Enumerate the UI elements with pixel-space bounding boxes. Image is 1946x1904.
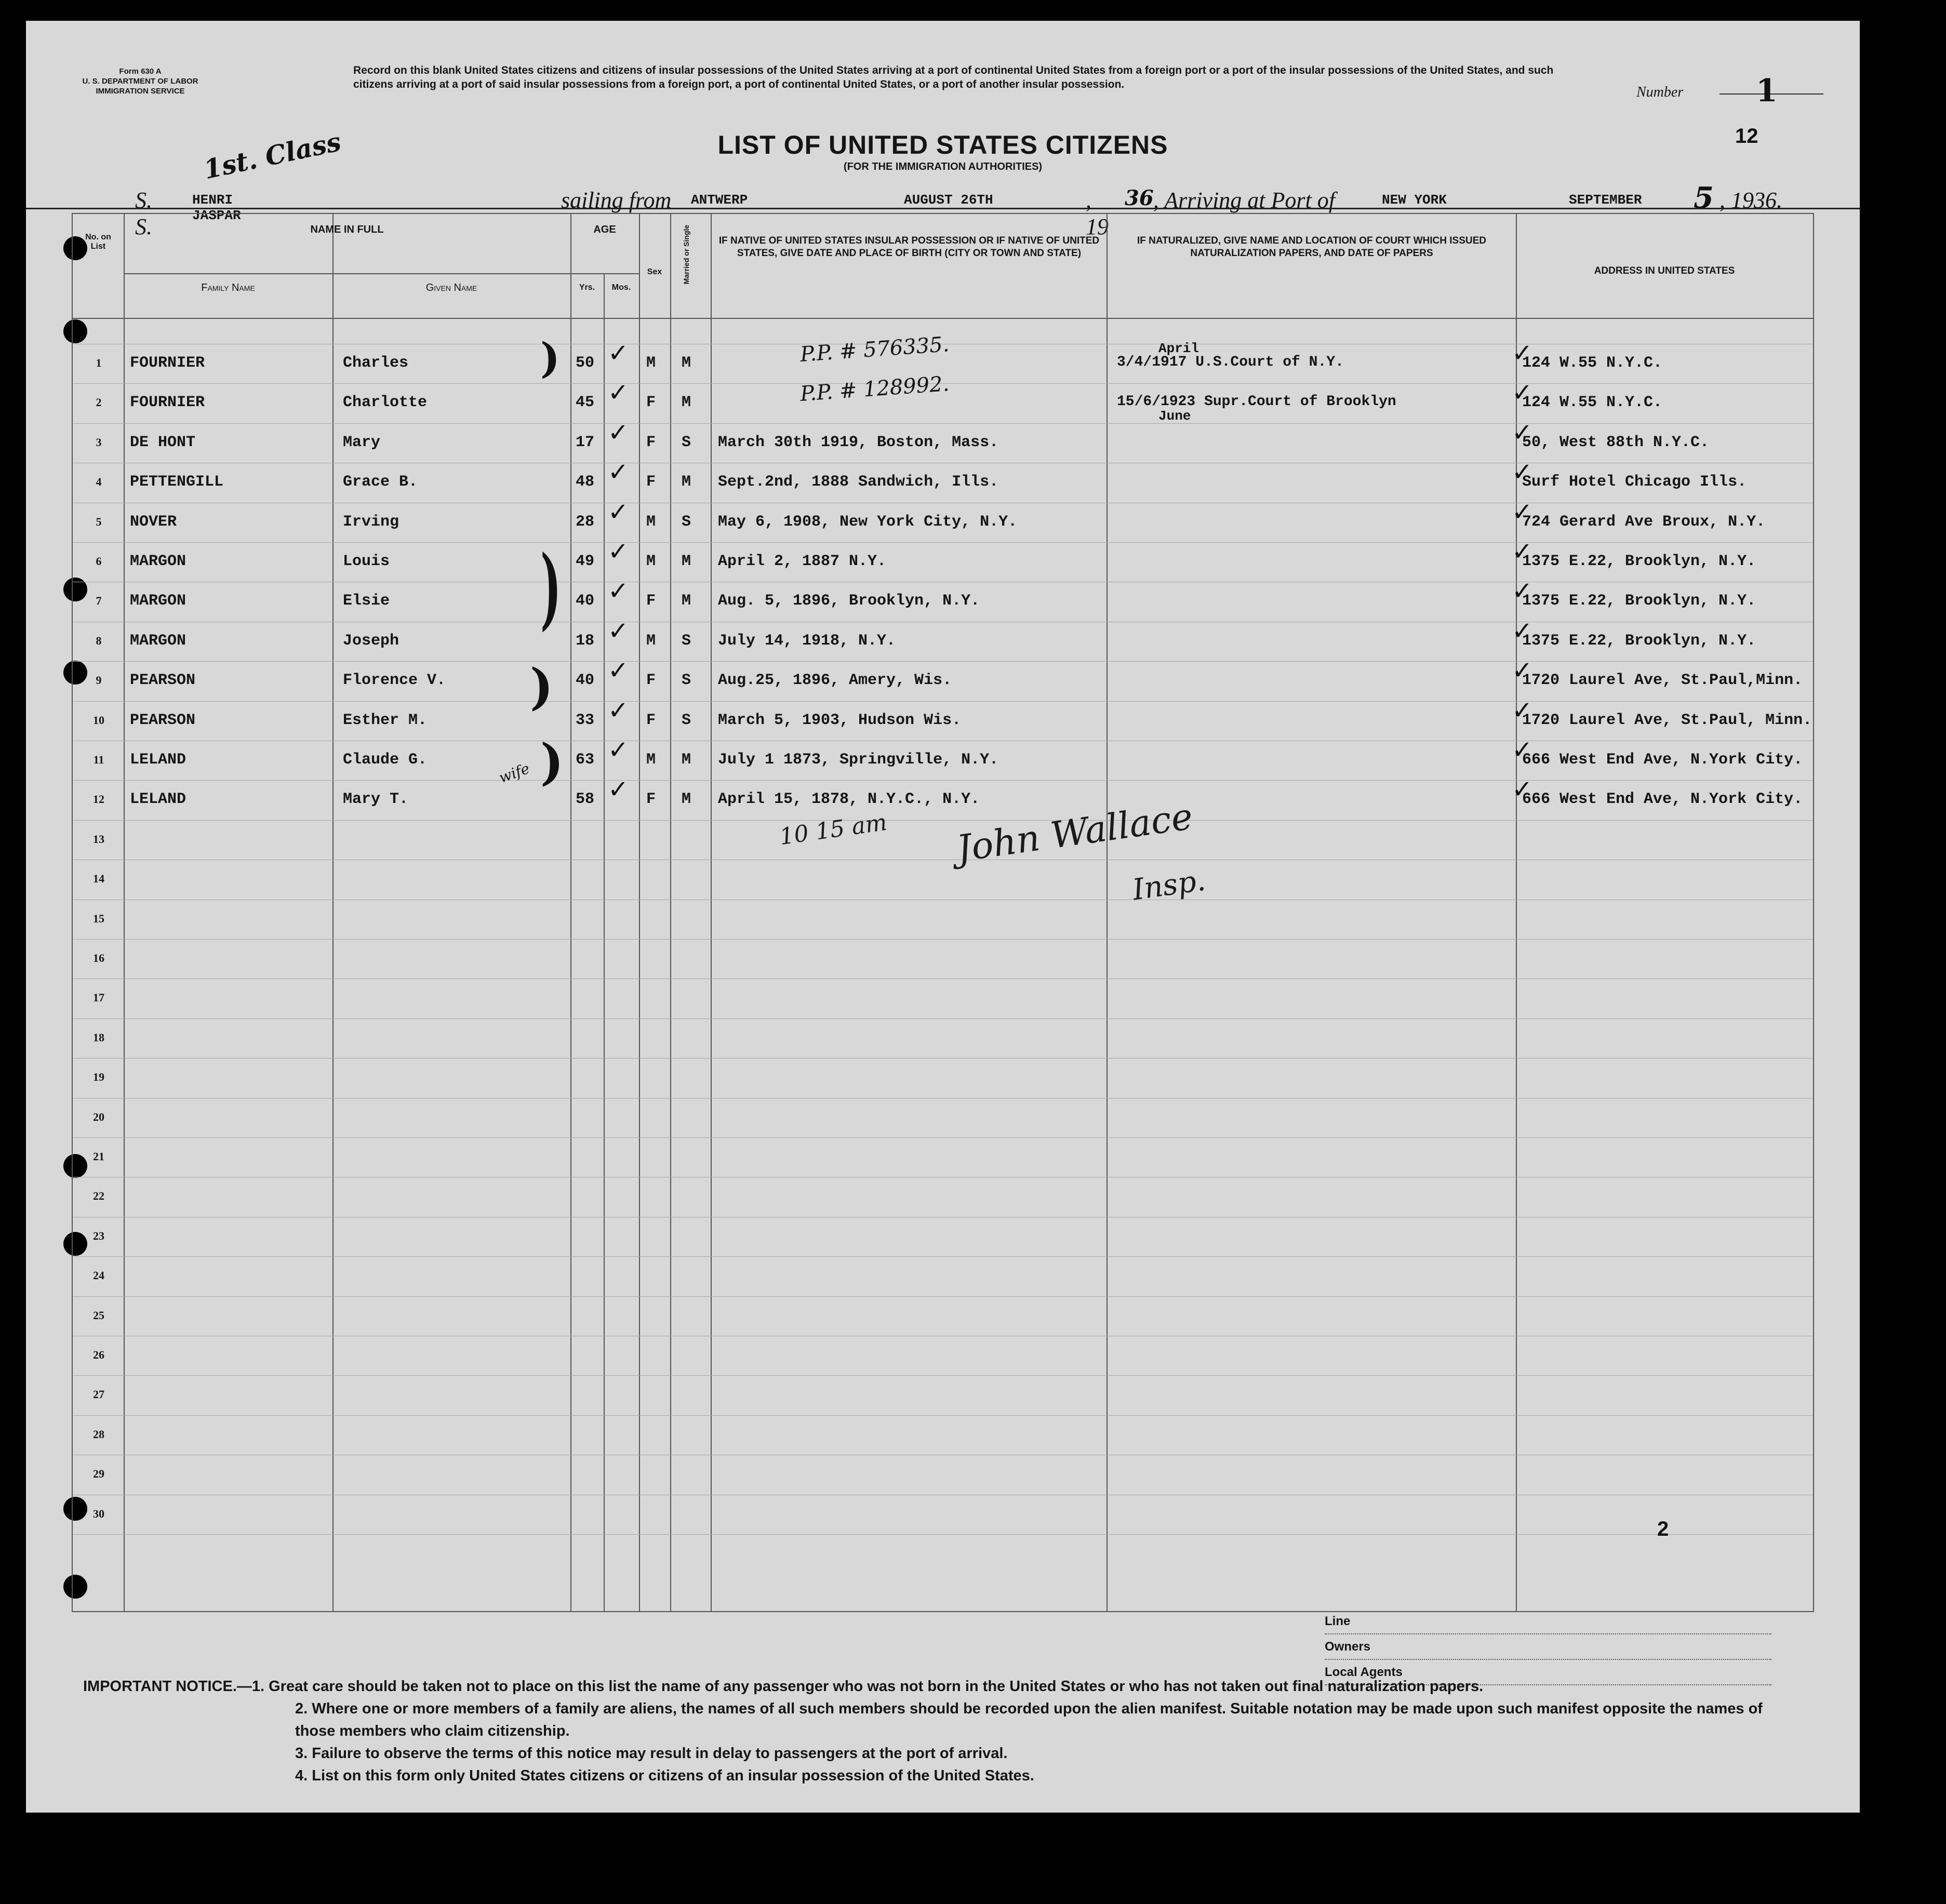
row-number: 26 <box>93 1348 104 1361</box>
given-name: Mary <box>343 433 381 451</box>
check-mark-icon: ✓ <box>1512 339 1533 368</box>
line-field: Line <box>1325 1609 1771 1634</box>
given-name: Esther M. <box>343 711 428 729</box>
row-number: 7 <box>96 594 102 608</box>
check-mark-icon: ✓ <box>608 458 629 487</box>
row-number: 11 <box>93 753 104 766</box>
marital-status: M <box>682 394 691 412</box>
sex: M <box>646 354 656 372</box>
check-mark-icon: ✓ <box>1512 735 1533 765</box>
birth-info: Sept.2nd, 1888 Sandwich, Ills. <box>718 473 999 491</box>
departure-year-prefix: , 19 <box>1086 187 1109 239</box>
inspector-signature: John Wallace <box>954 795 1195 870</box>
naturalization-month: June <box>1158 408 1191 424</box>
marital-status: M <box>682 553 691 570</box>
notice-heading: IMPORTANT NOTICE.— <box>83 1678 252 1695</box>
given-name: Grace B. <box>343 473 418 491</box>
header-no-on-list: No. on List <box>85 233 111 251</box>
birth-info: July 14, 1918, N.Y. <box>718 632 896 650</box>
header-sex: Sex <box>647 267 662 276</box>
check-mark-icon: ✓ <box>1512 775 1533 804</box>
sex: M <box>646 553 656 570</box>
check-mark-icon: ✓ <box>608 576 629 606</box>
marital-status: S <box>682 711 691 729</box>
given-name: Irving <box>343 513 399 531</box>
form-identifier: Form 630 A U. S. DEPARTMENT OF LABOR IMMIGRATION SERVICE <box>82 67 198 96</box>
row-number: 5 <box>96 515 102 528</box>
check-mark-icon: ✓ <box>608 497 629 527</box>
sex: F <box>646 672 656 690</box>
row-rule <box>73 1296 1813 1297</box>
departure-date: AUGUST 26TH <box>904 192 993 208</box>
given-name: Charlotte <box>343 394 428 412</box>
row-number: 23 <box>93 1229 104 1242</box>
arrival-month: SEPTEMBER <box>1569 192 1642 208</box>
number-value: 1 <box>1756 73 1778 109</box>
check-mark-icon: ✓ <box>608 378 629 408</box>
sheet-count: 12 <box>1735 125 1758 148</box>
given-name: Mary T. <box>343 790 409 809</box>
record-instructions: Record on this blank United States citizens and citizens of insular possessions of the United States arriving at a port of continental United States from a foreign port or a port of the insular possessions of the United States, and such citizens arriving at a port of said insular possessions from a foreign port, a port of continental United States, or a port of another insular possession. <box>353 64 1554 90</box>
row-number: 4 <box>96 475 102 489</box>
row-number: 9 <box>96 674 102 687</box>
naturalization: 3/4/1917 U.S.Court of N.Y. <box>1117 354 1344 370</box>
check-mark-icon: ✓ <box>608 616 629 646</box>
port-from: ANTWERP <box>691 192 748 208</box>
age: 49 <box>576 553 595 570</box>
row-number: 1 <box>96 356 102 369</box>
sex: M <box>646 632 656 650</box>
birth-info: May 6, 1908, New York City, N.Y. <box>718 513 1018 531</box>
number-label: Number <box>1636 84 1684 100</box>
sex: M <box>646 751 656 769</box>
check-mark-icon: ✓ <box>608 695 629 725</box>
family-name: PETTENGILL <box>130 473 224 491</box>
age: 50 <box>576 354 595 372</box>
row-rule <box>73 701 1813 702</box>
check-mark-icon: ✓ <box>1512 497 1533 527</box>
given-name: Florence V. <box>343 672 446 690</box>
row-number: 29 <box>93 1467 104 1481</box>
birth-info: April 2, 1887 N.Y. <box>718 553 887 570</box>
address: 666 West End Ave, N.York City. <box>1522 790 1803 809</box>
check-mark-icon: ✓ <box>1512 418 1533 447</box>
ship-name: HENRI JASPAR <box>192 192 241 223</box>
check-mark-icon: ✓ <box>608 775 629 804</box>
sex: F <box>646 394 656 412</box>
marital-status: S <box>682 513 691 531</box>
sex: F <box>646 433 656 451</box>
row-number: 22 <box>93 1189 104 1203</box>
address: 1720 Laurel Ave, St.Paul,Minn. <box>1522 672 1803 690</box>
age: 18 <box>576 632 595 650</box>
check-mark-icon: ✓ <box>1512 576 1533 606</box>
class-note: 1st. Class <box>201 126 344 185</box>
given-name: Joseph <box>343 632 399 650</box>
row-rule <box>73 1534 1813 1535</box>
check-mark-icon: ✓ <box>1512 378 1533 408</box>
header-birth: IF NATIVE OF UNITED STATES INSULAR POSSESSION OR IF NATIVE OF UNITED STATES, GIVE DATE AND PLACE OF BIRTH (CITY OR TOWN AND STATE) <box>718 235 1100 259</box>
important-notice <box>83 1675 1787 1787</box>
notice-item: 2. Where one or more members of a family are aliens, the names of all such members should be recorded upon the alien manifest. Suitable notation may be made upon such manifest opposite the names of those members who claim citizenship. <box>295 1700 1763 1739</box>
row-rule <box>73 1018 1813 1019</box>
header-family-name: Family Name <box>201 282 255 293</box>
family-name: NOVER <box>130 513 177 531</box>
age: 40 <box>576 592 595 610</box>
marital-status: M <box>682 751 691 769</box>
age: 63 <box>576 751 595 769</box>
address: 1375 E.22, Brooklyn, N.Y. <box>1522 632 1756 650</box>
header-subdivider <box>124 273 570 274</box>
header-naturalized: IF NATURALIZED, GIVE NAME AND LOCATION OF COURT WHICH ISSUED NATURALIZATION PAPERS, AND DATE OF PAPERS <box>1137 235 1486 259</box>
family-bracket: ) <box>530 658 553 716</box>
sex: F <box>646 790 656 809</box>
passenger-table <box>72 213 1814 1612</box>
family-name: MARGON <box>130 592 186 610</box>
row-number: 20 <box>93 1110 104 1123</box>
family-name: PEARSON <box>130 711 196 729</box>
row-rule <box>73 939 1813 940</box>
wife-note: wife <box>497 759 532 787</box>
row-number: 28 <box>93 1427 104 1441</box>
age: 33 <box>576 711 595 729</box>
marital-status: M <box>682 473 691 491</box>
check-mark-icon: ✓ <box>1512 656 1533 686</box>
header-age: AGE <box>593 224 616 235</box>
birth-info: Aug. 5, 1896, Brooklyn, N.Y. <box>718 592 980 610</box>
departure-year: 36 <box>1125 186 1154 210</box>
row-number: 24 <box>93 1269 104 1282</box>
age: 17 <box>576 433 595 451</box>
family-name: DE HONT <box>130 433 196 451</box>
manifest-sheet <box>26 21 1860 1813</box>
birth-info: March 5, 1903, Hudson Wis. <box>718 711 962 729</box>
sailing-label: sailing from <box>561 187 672 213</box>
header-name-in-full: NAME IN FULL <box>310 224 384 235</box>
row-number: 15 <box>93 911 104 925</box>
header-address: ADDRESS IN UNITED STATES <box>1594 265 1735 276</box>
row-rule <box>73 1415 1813 1416</box>
row-number: 17 <box>93 991 104 1004</box>
row-number: 30 <box>93 1507 104 1520</box>
row-rule <box>73 1256 1813 1257</box>
age: 48 <box>576 473 595 491</box>
naturalization: 15/6/1923 Supr.Court of Brooklyn <box>1117 394 1396 410</box>
family-bracket: ) <box>540 333 560 382</box>
family-name: LELAND <box>130 751 186 769</box>
family-name: MARGON <box>130 553 186 570</box>
header-married-single: Married or Single <box>682 224 690 285</box>
birth-info: March 30th 1919, Boston, Mass. <box>718 433 999 451</box>
port-to: NEW YORK <box>1382 192 1447 208</box>
birth-info: April 15, 1878, N.Y.C., N.Y. <box>718 790 980 809</box>
family-name: PEARSON <box>130 672 196 690</box>
row-number: 21 <box>93 1150 104 1163</box>
row-rule <box>73 423 1813 424</box>
row-number: 14 <box>93 872 104 886</box>
row-number: 6 <box>96 555 102 568</box>
marital-status: S <box>682 672 691 690</box>
age: 28 <box>576 513 595 531</box>
row-number: 10 <box>93 713 104 727</box>
check-mark-icon: ✓ <box>608 537 629 566</box>
marital-status: M <box>682 790 691 809</box>
given-name: Claude G. <box>343 751 428 769</box>
check-mark-icon: ✓ <box>608 735 629 765</box>
row-rule <box>73 780 1813 781</box>
row-rule <box>73 1137 1813 1138</box>
age: 45 <box>576 394 595 412</box>
check-mark-icon: ✓ <box>608 656 629 686</box>
family-bracket: ) <box>540 536 562 640</box>
marital-status: M <box>682 592 691 610</box>
owners-field: Owners <box>1325 1634 1771 1660</box>
sex: F <box>646 473 656 491</box>
row-number: 3 <box>96 435 102 449</box>
col-divider <box>604 273 605 1611</box>
family-name: FOURNIER <box>130 354 205 372</box>
header-yrs: Yrs. <box>579 283 595 292</box>
birth-info: P.P. # 128992. <box>799 372 950 407</box>
family-name: MARGON <box>130 632 186 650</box>
row-number: 16 <box>93 951 104 964</box>
address: 124 W.55 N.Y.C. <box>1522 394 1663 412</box>
marital-status: M <box>682 354 691 372</box>
check-mark-icon: ✓ <box>1512 695 1533 725</box>
check-mark-icon: ✓ <box>608 418 629 447</box>
family-name: FOURNIER <box>130 394 205 412</box>
address: 50, West 88th N.Y.C. <box>1522 433 1710 451</box>
address: 666 West End Ave, N.York City. <box>1522 751 1803 769</box>
age: 58 <box>576 790 595 809</box>
row-number: 27 <box>93 1388 104 1401</box>
notice-item: 3. Failure to observe the terms of this notice may result in delay to passengers at the port of arrival. <box>295 1745 1008 1762</box>
birth-info: P.P. # 576335. <box>799 332 950 367</box>
naturalization-month: April <box>1158 341 1199 356</box>
row-number: 25 <box>93 1308 104 1322</box>
header-bottom-rule <box>73 318 1813 319</box>
page-subtitle: (FOR THE IMMIGRATION AUTHORITIES) <box>843 161 1043 172</box>
sex: F <box>646 592 656 610</box>
address: 1375 E.22, Brooklyn, N.Y. <box>1522 553 1756 570</box>
notice-item: 4. List on this form only United States citizens or citizens of an insular possession of the United States. <box>295 1767 1034 1784</box>
arrival-day: 5 <box>1694 181 1714 215</box>
address: 124 W.55 N.Y.C. <box>1522 354 1663 372</box>
address: 724 Gerard Ave Broux, N.Y. <box>1522 513 1766 531</box>
header-subdivider <box>570 273 639 274</box>
row-number: 12 <box>93 793 104 806</box>
sex: M <box>646 513 656 531</box>
given-name: Charles <box>343 354 409 372</box>
header-mos: Mos. <box>611 283 631 292</box>
marital-status: S <box>682 632 691 650</box>
agent-fields <box>1325 1609 1771 1685</box>
given-name: Elsie <box>343 592 390 610</box>
address: 1375 E.22, Brooklyn, N.Y. <box>1522 592 1756 610</box>
check-mark-icon: ✓ <box>1512 458 1533 487</box>
address: Surf Hotel Chicago Ills. <box>1522 473 1747 491</box>
address: 1720 Laurel Ave, St.Paul, Minn. <box>1522 711 1812 729</box>
page-mark: 2 <box>1657 1518 1669 1540</box>
family-bracket: ) <box>540 733 564 791</box>
check-mark-icon: ✓ <box>1512 537 1533 566</box>
given-name: Louis <box>343 553 390 570</box>
row-rule <box>73 978 1813 979</box>
header-given-name: Given Name <box>425 282 477 293</box>
ss-label: S. S. <box>135 187 152 239</box>
arrival-year: , 1936. <box>1720 187 1782 213</box>
row-number: 2 <box>96 396 102 409</box>
check-mark-icon: ✓ <box>608 339 629 368</box>
marital-status: S <box>682 433 691 451</box>
row-number: 18 <box>93 1030 104 1044</box>
notice-item: IMPORTANT NOTICE.—1. Great care should be taken not to place on this list the name of any passenger who was not born in the United States or who has not taken out final naturalization papers. <box>83 1678 1484 1695</box>
age: 40 <box>576 672 595 690</box>
row-rule <box>73 542 1813 543</box>
row-number: 13 <box>93 832 104 846</box>
row-rule <box>73 661 1813 662</box>
row-rule <box>73 820 1813 821</box>
local-agents-field: Local Agents <box>1325 1660 1771 1685</box>
birth-info: Aug.25, 1896, Amery, Wis. <box>718 672 952 690</box>
check-mark-icon: ✓ <box>1512 616 1533 646</box>
family-name: LELAND <box>130 790 186 809</box>
row-number: 8 <box>96 634 102 647</box>
page-title: LIST OF UNITED STATES CITIZENS <box>717 130 1168 159</box>
time-note: 10 15 am <box>778 809 889 851</box>
arriving-label: , Arriving at Port of <box>1153 187 1335 213</box>
row-rule <box>73 1375 1813 1376</box>
birth-info: July 1 1873, Springville, N.Y. <box>718 751 999 769</box>
row-number: 19 <box>93 1070 104 1084</box>
inspector-title: Insp. <box>1130 863 1208 907</box>
sex: F <box>646 711 656 729</box>
header-divider <box>26 208 1860 209</box>
